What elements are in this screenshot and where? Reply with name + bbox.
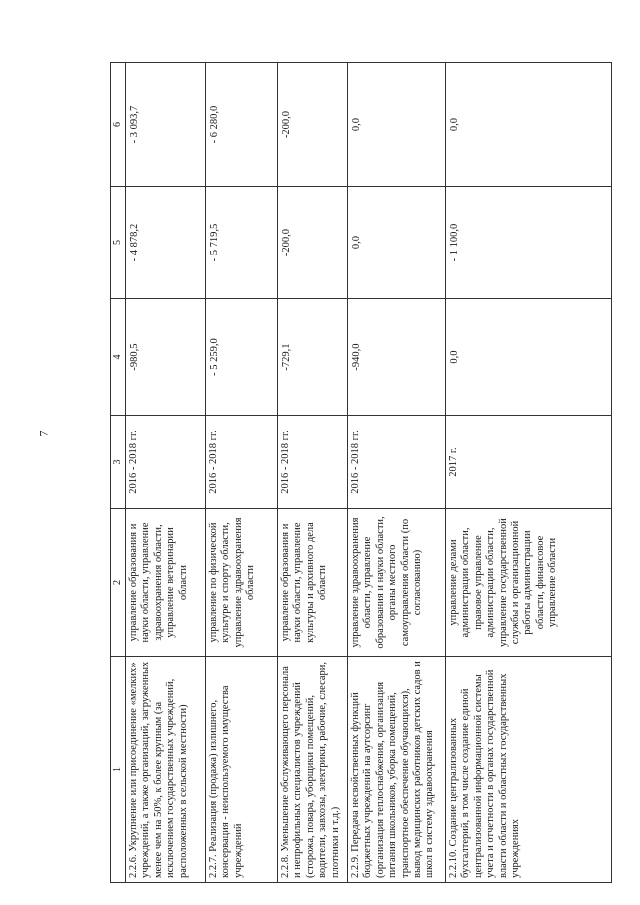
column-number-row: [111, 63, 126, 883]
table-row: [446, 63, 612, 883]
column-header: 6: [111, 63, 126, 187]
measure-cell: 2.2.8. Уменьшение обслуживающего персонала и непрофильных специалистов учреждений (сторожа, повара, уборщики помещений, водители, завхозы, электрики, рабочие, слесари, плотники и т.д.): [278, 657, 348, 883]
column-header: 1: [111, 657, 126, 883]
executor-cell: управление здравоохранения области, управление образования и науки области, органы местного самоуправления области (по согласованию): [348, 509, 446, 657]
measure-cell: 2.2.9. Передача несвойственных функций бюджетных учреждений на аутсорсинг (организация теплоснабжения, организация питания школьников, уборка помещений, транспортное обеспечение обучающихся), вывод медицинских работников детских садов и школ в систему здравоохранения: [348, 657, 446, 883]
value-cell: - 5 259,0: [206, 299, 278, 416]
period-cell: 2016 - 2018 гг.: [206, 416, 278, 509]
executor-cell: управление образования и науки области, управление здравоохранения области, управление ветеринарии области: [126, 509, 206, 657]
rotated-table-container: [110, 63, 610, 883]
value-cell: -200,0: [278, 63, 348, 187]
value-cell: - 3 093,7: [126, 63, 206, 187]
period-cell: 2016 - 2018 гг.: [348, 416, 446, 509]
column-header: 4: [111, 299, 126, 416]
value-cell: -729,1: [278, 299, 348, 416]
measure-cell: 2.2.10. Создание централизованных бухгалтерий, в том числе создание единой централизованной информационной системы учета и отчетности в органах государственной власти области и областных государственных учреждениях: [446, 657, 612, 883]
table-row: [278, 63, 348, 883]
value-cell: -200,0: [278, 187, 348, 299]
period-cell: 2016 - 2018 гг.: [278, 416, 348, 509]
executor-cell: управление по физической культуре и спорту области, управление здравоохранения области: [206, 509, 278, 657]
column-header: 3: [111, 416, 126, 509]
value-cell: 0,0: [348, 187, 446, 299]
value-cell: -940,0: [348, 299, 446, 416]
value-cell: - 1 100,0: [446, 187, 612, 299]
table-row: [206, 63, 278, 883]
period-cell: 2017 г.: [446, 416, 612, 509]
value-cell: 0,0: [446, 63, 612, 187]
measure-cell: 2.2.7. Реализация (продажа) излишнего, консервация - неиспользуемого имущества учреждений: [206, 657, 278, 883]
column-header: 2: [111, 509, 126, 657]
column-header: 5: [111, 187, 126, 299]
executor-cell: управление делами администрации области, правовое управление администрации области, управление государственной службы и организационной работы администрации области, финансовое управление области: [446, 509, 612, 657]
value-cell: - 5 719,5: [206, 187, 278, 299]
value-cell: -980,5: [126, 299, 206, 416]
value-cell: 0,0: [348, 63, 446, 187]
value-cell: - 6 280,0: [206, 63, 278, 187]
table-row: [348, 63, 446, 883]
page-number: 7: [36, 430, 51, 437]
period-cell: 2016 - 2018 гг.: [126, 416, 206, 509]
table-row: [126, 63, 206, 883]
value-cell: - 4 878,2: [126, 187, 206, 299]
value-cell: 0,0: [446, 299, 612, 416]
measures-table: [110, 62, 612, 883]
measure-cell: 2.2.6. Укрупнение или присоединение «мелких» учреждений, а также организаций, загруженных менее чем на 50%, к более крупным (за исключением государственных учреждений, расположенных в сельской местности): [126, 657, 206, 883]
executor-cell: управление образования и науки области, управление культуры и архивного дела области: [278, 509, 348, 657]
